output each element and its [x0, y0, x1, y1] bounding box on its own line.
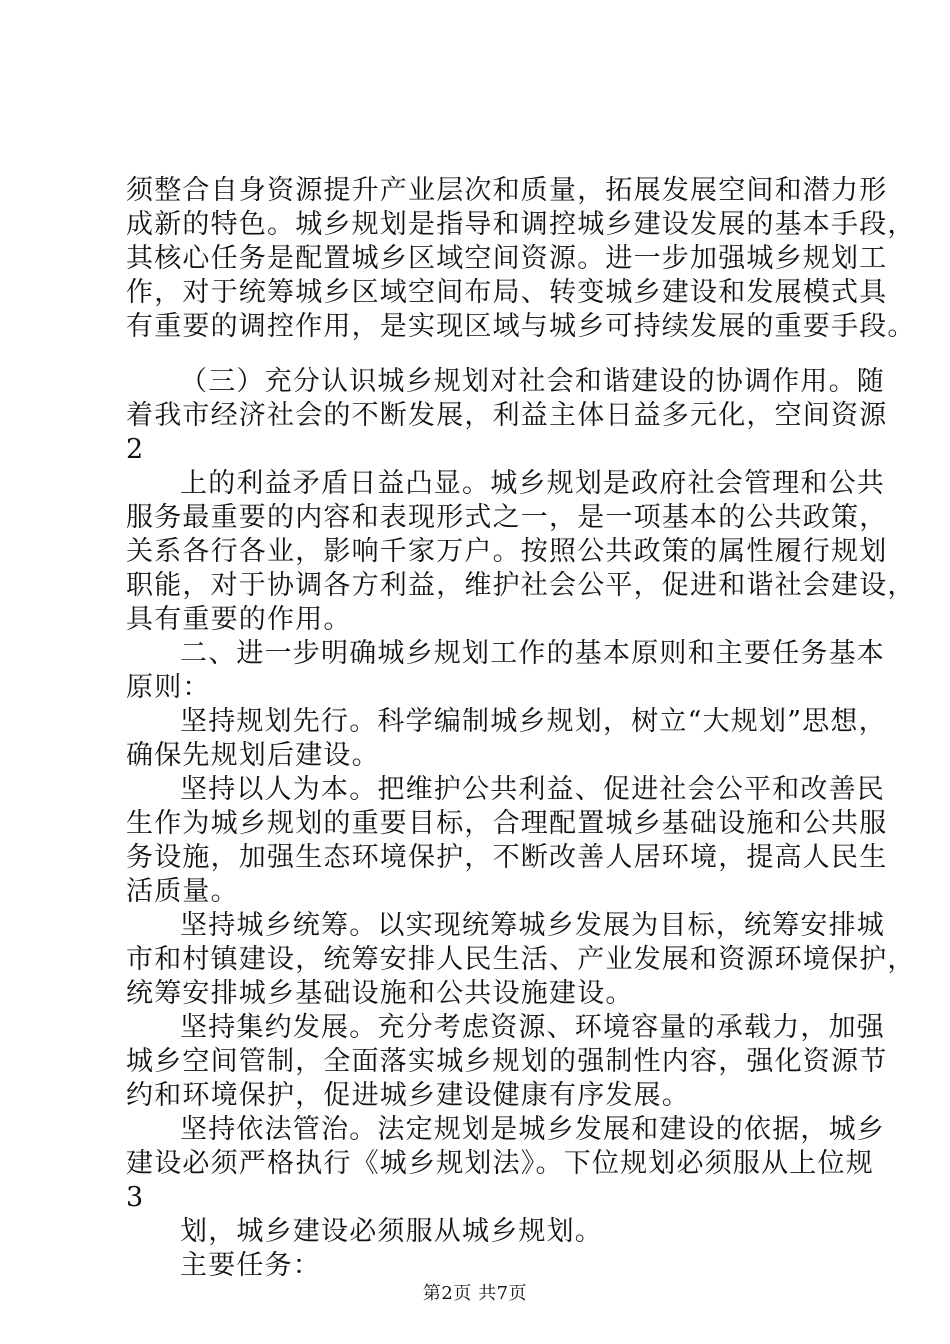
paragraph-line: 城乡空间管制，全面落实城乡规划的强制性内容，强化资源节	[126, 1046, 888, 1077]
paragraph-line: 坚持集约发展。充分考虑资源、环境容量的承载力，加强	[180, 1012, 885, 1043]
paragraph-line: 活质量。	[126, 876, 239, 907]
paragraph-line: 坚持依法管治。法定规划是城乡发展和建设的依据，城乡	[180, 1114, 885, 1145]
paragraph-line: 具有重要的作用。	[126, 604, 352, 635]
paragraph-line: 坚持以人为本。把维护公共利益、促进社会公平和改善民	[180, 774, 885, 805]
paragraph-line: 划，城乡建设必须服从城乡规划。	[180, 1216, 603, 1247]
paragraph-line: 原则：	[126, 672, 211, 703]
paragraph-line: 关系各行各业，影响千家万户。按照公共政策的属性履行规划	[126, 536, 888, 567]
section-heading-line: 二、进一步明确城乡规划工作的基本原则和主要任务基本	[180, 638, 885, 669]
paragraph-line: 服务最重要的内容和表现形式之一，是一项基本的公共政策，	[126, 502, 888, 533]
section-heading-line: （三）充分认识城乡规划对社会和谐建设的协调作用。随	[180, 366, 885, 397]
paragraph-line: 约和环境保护，促进城乡建设健康有序发展。	[126, 1080, 690, 1111]
paragraph-line: 市和村镇建设，统筹安排人民生活、产业发展和资源环境保护，	[126, 944, 916, 975]
paragraph-line: 确保先规划后建设。	[126, 740, 380, 771]
paragraph-line: 着我市经济社会的不断发展，利益主体日益多元化，空间资源	[126, 400, 888, 431]
paragraph-line: 成新的特色。城乡规划是指导和调控城乡建设发展的基本手段，	[126, 209, 916, 240]
paragraph-line: 坚持规划先行。科学编制城乡规划，树立“大规划”思想，	[180, 706, 887, 737]
paragraph-line: 主要任务：	[180, 1250, 321, 1281]
paragraph-line: 作，对于统筹城乡区域空间布局、转变城乡建设和发展模式具	[126, 277, 888, 308]
paragraph-line: 其核心任务是配置城乡区域空间资源。进一步加强城乡规划工	[126, 243, 888, 274]
inline-page-number: 3	[126, 1182, 144, 1213]
paragraph-line: 统筹安排城乡基础设施和公共设施建设。	[126, 978, 634, 1009]
paragraph-line: 须整合自身资源提升产业层次和质量，拓展发展空间和潜力形	[126, 175, 888, 206]
paragraph-line: 上的利益矛盾日益凸显。城乡规划是政府社会管理和公共	[180, 468, 885, 499]
page-footer: 第2页 共7页	[422, 1283, 528, 1304]
paragraph-line: 有重要的调控作用，是实现区域与城乡可持续发展的重要手段。	[126, 311, 916, 342]
inline-page-number: 2	[126, 434, 144, 465]
paragraph-line: 坚持城乡统筹。以实现统筹城乡发展为目标，统筹安排城	[180, 910, 885, 941]
paragraph-line: 职能，对于协调各方利益，维护社会公平，促进和谐社会建设，	[126, 570, 916, 601]
paragraph-line: 务设施，加强生态环境保护，不断改善人居环境，提高人民生	[126, 842, 888, 873]
paragraph-line: 生作为城乡规划的重要目标，合理配置城乡基础设施和公共服	[126, 808, 888, 839]
paragraph-line: 建设必须严格执行《城乡规划法》。下位规划必须服从上位规	[126, 1148, 874, 1179]
